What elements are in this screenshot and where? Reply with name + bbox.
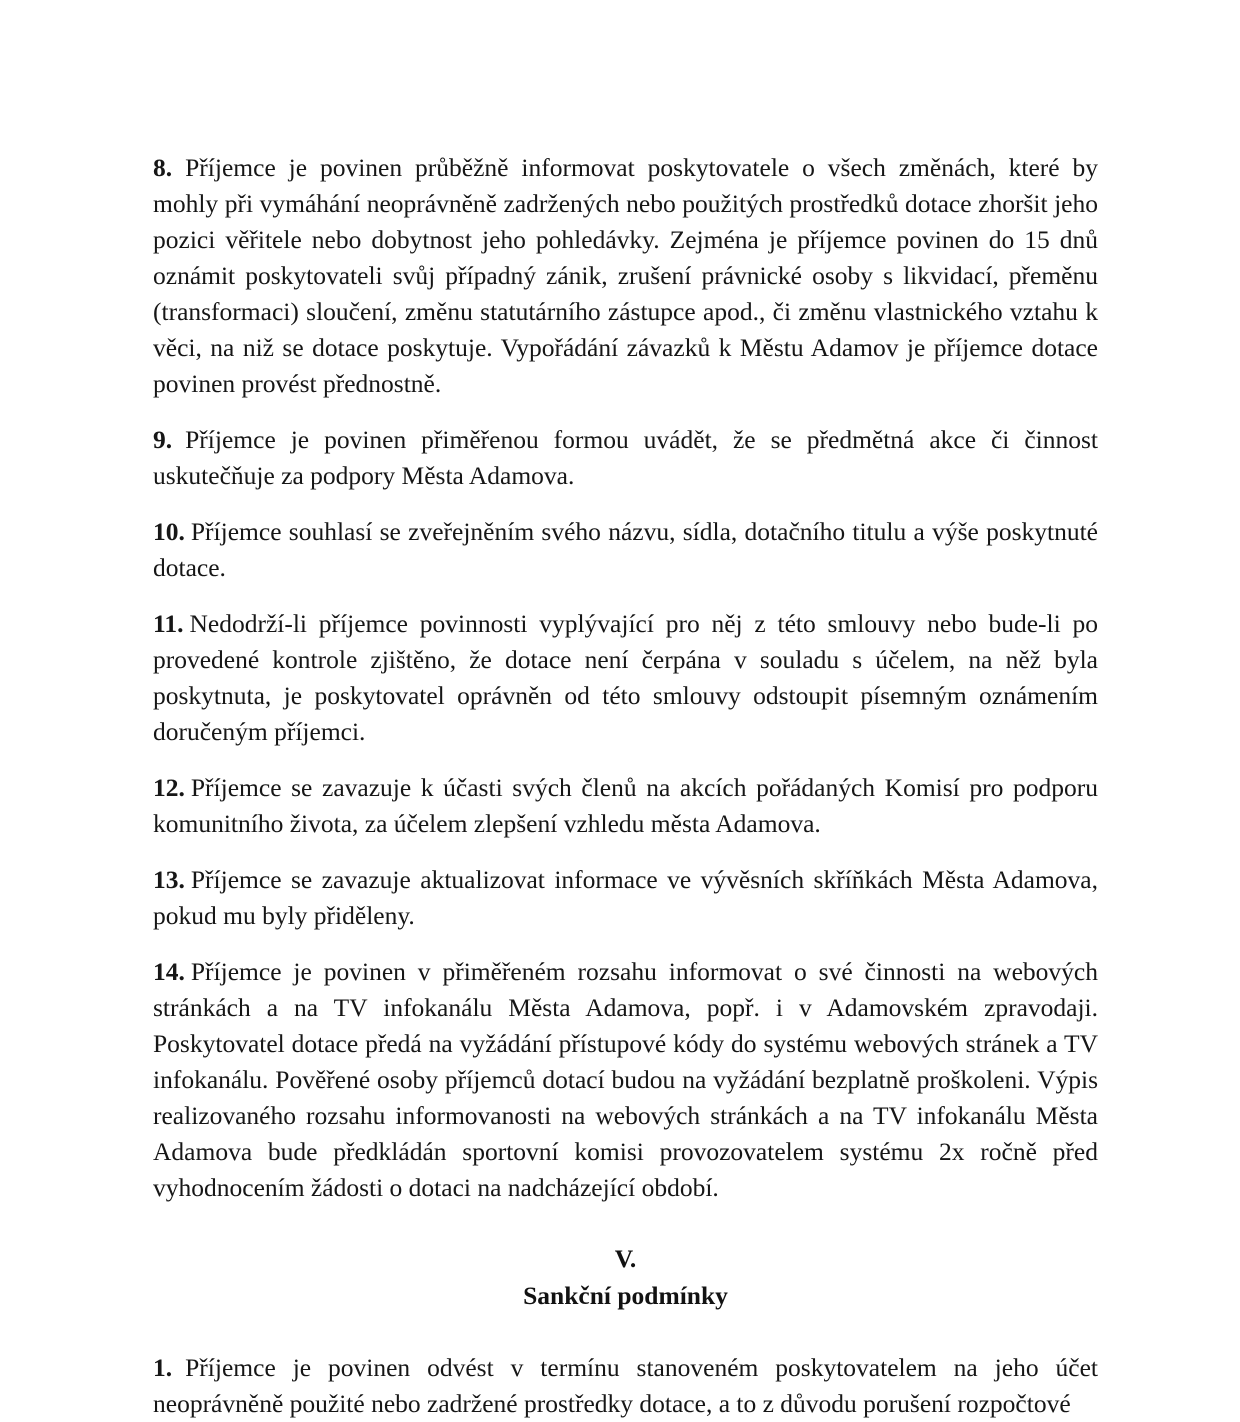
numbered-paragraph-9: [153, 422, 1098, 494]
section-heading: [153, 1242, 1098, 1316]
numbered-paragraph-13: [153, 862, 1098, 934]
numbered-paragraph-12: [153, 770, 1098, 842]
paragraph-body: Příjemce souhlasí se zveřejněním svého názvu, sídla, dotačního titulu a výše poskytnuté dotace.: [153, 517, 1098, 582]
numbered-paragraph-8: [153, 150, 1098, 402]
paragraph-body: Příjemce je povinen přiměřenou formou uvádět, že se předmětná akce či činnost uskutečňuje za podpory Města Adamova.: [153, 425, 1098, 490]
numbered-paragraph-1: [153, 1350, 1098, 1422]
paragraph-body: Nedodrží-li příjemce povinnosti vyplývající pro něj z této smlouvy nebo bude-li po provedené kontrole zjištěno, že dotace není čerpána v souladu s účelem, na něž byla poskytnuta, je poskytovatel oprávněn od této smlouvy odstoupit písemným oznámením doručeným příjemci.: [153, 609, 1098, 746]
paragraph-number: 13.: [153, 865, 185, 894]
numbered-paragraph-10: [153, 514, 1098, 586]
numbered-paragraph-11: [153, 606, 1098, 750]
paragraph-number: 10.: [153, 517, 185, 546]
paragraph-body: Příjemce se zavazuje k účasti svých členů na akcích pořádaných Komisí pro podporu komunitního života, za účelem zlepšení vzhledu města Adamova.: [153, 773, 1098, 838]
paragraph-body: Příjemce je povinen v přiměřeném rozsahu informovat o své činnosti na webových stránkách a na TV infokanálu Města Adamova, popř. i v Adamovském zpravodaji. Poskytovatel dotace předá na vyžádání přístupové kódy do systému webových stránek a TV infokanálu. Pověřené osoby příjemců dotací budou na vyžádání bezplatně proškoleni. Výpis realizovaného rozsahu informovanosti na webových stránkách a na TV infokanálu Města Adamova bude předkládán sportovní komisi provozovatelem systému 2x ročně před vyhodnocením žádosti o dotaci na nadcházející období.: [153, 957, 1098, 1202]
paragraph-number: 14.: [153, 957, 185, 986]
paragraph-number: 11.: [153, 609, 184, 638]
numbered-paragraph-14: [153, 954, 1098, 1206]
paragraph-number: 9.: [153, 425, 173, 454]
paragraph-number: 8.: [153, 153, 173, 182]
paragraph-body: Příjemce se zavazuje aktualizovat informace ve vývěsních skříňkách Města Adamova, pokud mu byly přiděleny.: [153, 865, 1098, 930]
paragraph-number: 1.: [153, 1353, 173, 1382]
section-numeral: V.: [614, 1244, 637, 1273]
document-text-column: [153, 150, 1098, 1422]
section-title: Sankční podmínky: [523, 1281, 728, 1310]
paragraph-number: 12.: [153, 773, 185, 802]
paragraph-body: Příjemce je povinen odvést v termínu stanoveném poskytovatelem na jeho účet neoprávněně použité nebo zadržené prostředky dotace, a to z důvodu porušení rozpočtové: [153, 1353, 1098, 1418]
paragraph-body: Příjemce je povinen průběžně informovat poskytovatele o všech změnách, které by mohly při vymáhání neoprávněně zadržených nebo použitých prostředků dotace zhoršit jeho pozici věřitele nebo dobytnost jeho pohledávky. Zejména je příjemce povinen do 15 dnů oznámit poskytovateli svůj případný zánik, zrušení právnické osoby s likvidací, přeměnu (transformaci) sloučení, změnu statutárního zástupce apod., či změnu vlastnického vztahu k věci, na niž se dotace poskytuje. Vypořádání závazků k Městu Adamov je příjemce dotace povinen provést přednostně.: [153, 153, 1098, 398]
